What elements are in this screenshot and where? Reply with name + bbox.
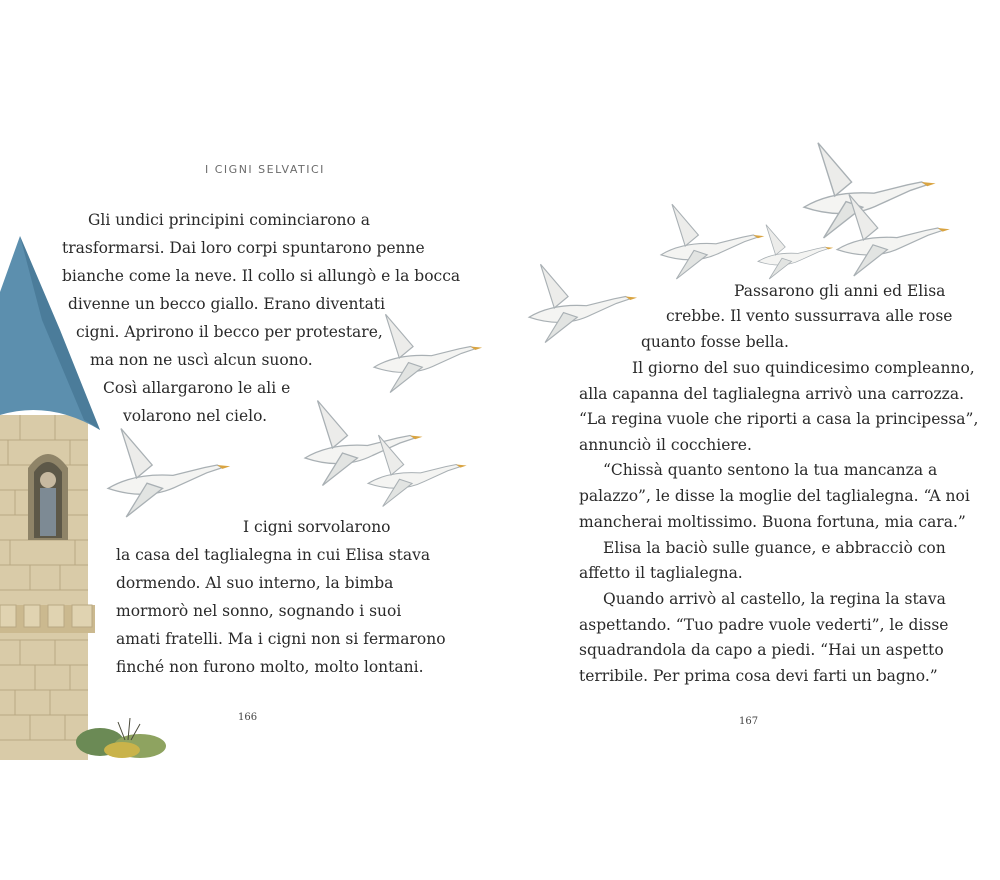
- text-line: mormorò nel sonno, sognando i suoi: [116, 602, 402, 620]
- text-line: mancherai moltissimo. Buona fortuna, mia cara.”: [579, 513, 966, 531]
- text-line: “Chissà quanto sentono la tua mancanza a: [603, 461, 938, 479]
- text-line: “La regina vuole che riporti a casa la principessa”,: [579, 410, 979, 428]
- text-line: la casa del taglialegna in cui Elisa stava: [116, 546, 431, 564]
- text-line: Passarono gli anni ed Elisa: [734, 282, 946, 300]
- swan-illustration: [108, 429, 230, 517]
- text-line: squadrandola da capo a piedi. “Hai un aspetto: [579, 641, 944, 659]
- swan-illustration: [374, 314, 482, 392]
- text-line: Elisa la baciò sulle guance, e abbracciò con: [603, 539, 946, 557]
- text-line: I cigni sorvolarono: [243, 518, 391, 536]
- text-line: Quando arrivò al castello, la regina la stava: [603, 590, 946, 608]
- text-line: amati fratelli. Ma i cigni non si fermarono: [116, 630, 446, 648]
- text-line: trasformarsi. Dai loro corpi spuntarono penne: [62, 239, 425, 257]
- swan-illustration: [661, 204, 764, 279]
- text-line: bianche come la neve. Il collo si allungò e la bocca: [62, 267, 461, 285]
- text-line: annunciò il cocchiere.: [579, 436, 752, 454]
- text-line: finché non furono molto, molto lontani.: [116, 658, 424, 676]
- text-line: terribile. Per prima cosa devi farti un bagno.”: [579, 667, 938, 685]
- text-line: palazzo”, le disse la moglie del taglialegna. “A noi: [579, 487, 970, 505]
- text-line: Così allargarono le ali e: [103, 379, 291, 397]
- text-line: quanto fosse bella.: [641, 333, 789, 351]
- swan-illustration: [529, 264, 637, 342]
- page-number-left: 166: [238, 712, 258, 723]
- text-line: crebbe. Il vento sussurrava alle rose: [666, 307, 953, 325]
- text-line: Gli undici principini cominciarono a: [88, 211, 371, 229]
- text-line: affetto il taglialegna.: [579, 564, 743, 582]
- swan-illustration: [758, 225, 833, 279]
- text-line: alla capanna del taglialegna arrivò una carrozza.: [579, 385, 965, 403]
- text-line: dormendo. Al suo interno, la bimba: [116, 574, 394, 592]
- text-line: volarono nel cielo.: [123, 407, 268, 425]
- text-line: cigni. Aprirono il becco per protestare,: [76, 323, 383, 341]
- text-line: divenne un becco giallo. Erano diventati: [68, 295, 386, 313]
- swan-illustration: [837, 194, 950, 276]
- text-line: ma non ne uscì alcun suono.: [90, 351, 313, 369]
- running-head: I CIGNI SELVATICI: [205, 163, 325, 176]
- text-line: Il giorno del suo quindicesimo compleanno,: [632, 359, 975, 377]
- text-line: aspettando. “Tuo padre vuole vederti”, le disse: [579, 616, 949, 634]
- page-number-right: 167: [739, 716, 759, 727]
- swan-illustration: [368, 435, 467, 506]
